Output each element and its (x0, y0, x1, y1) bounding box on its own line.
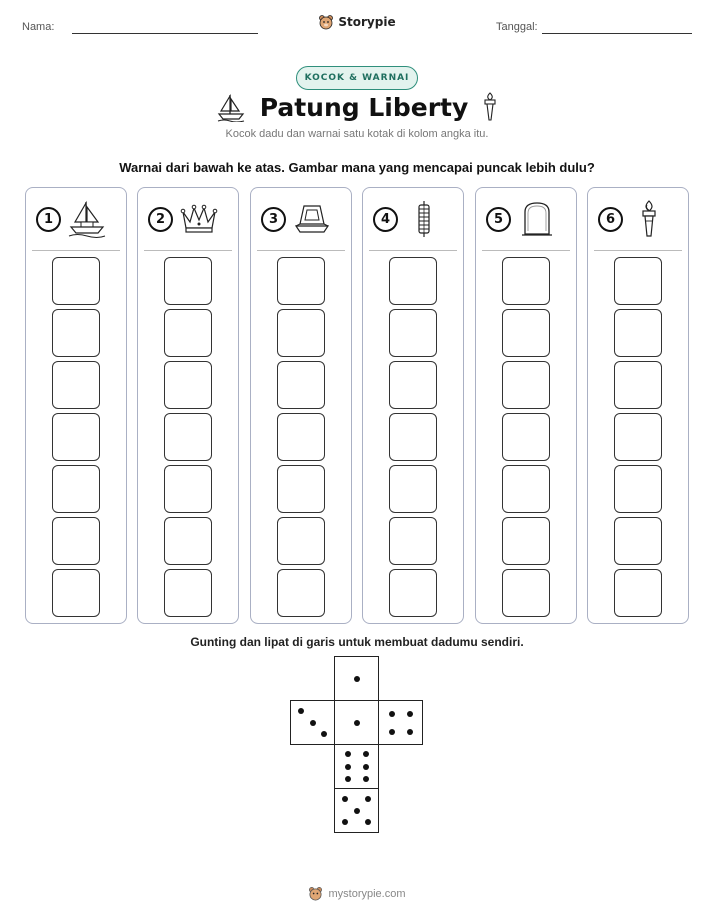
color-box[interactable] (502, 257, 550, 305)
tablet-icon (292, 200, 332, 238)
column-header (148, 200, 219, 238)
column-4 (362, 187, 464, 624)
column-divider (32, 250, 120, 251)
column-3 (250, 187, 352, 624)
dice-pip (298, 708, 304, 714)
color-box[interactable] (164, 465, 212, 513)
column-header (36, 200, 107, 238)
color-box[interactable] (614, 413, 662, 461)
column-divider (482, 250, 570, 251)
color-box[interactable] (389, 517, 437, 565)
color-box[interactable] (52, 257, 100, 305)
pillar-icon (404, 200, 444, 238)
sailboat-icon (67, 200, 107, 238)
color-box[interactable] (52, 361, 100, 409)
color-box[interactable] (502, 465, 550, 513)
dice-face (334, 744, 379, 789)
column-header (598, 200, 669, 238)
color-box[interactable] (277, 413, 325, 461)
color-box[interactable] (614, 465, 662, 513)
page-title: Patung Liberty (259, 92, 469, 122)
column-divider (594, 250, 682, 251)
color-box[interactable] (52, 309, 100, 357)
column-number: 6 (598, 207, 623, 232)
column-divider (257, 250, 345, 251)
date-label: Tanggal: (496, 21, 538, 33)
color-box[interactable] (389, 413, 437, 461)
name-label: Nama: (22, 21, 55, 33)
dice-pip (407, 729, 413, 735)
column-1 (25, 187, 127, 624)
color-box[interactable] (389, 309, 437, 357)
brand-name: Storypie (338, 15, 396, 29)
subtitle: Kocok dadu dan warnai satu kotak di kolom angka itu. (225, 128, 489, 140)
color-box[interactable] (277, 309, 325, 357)
column-2 (137, 187, 239, 624)
color-box[interactable] (52, 465, 100, 513)
bear-icon (318, 14, 334, 30)
color-box[interactable] (614, 361, 662, 409)
dice-pip (345, 764, 351, 770)
color-box[interactable] (164, 361, 212, 409)
dice-pip (354, 808, 360, 814)
color-box[interactable] (614, 569, 662, 617)
column-number: 4 (373, 207, 398, 232)
footer (0, 886, 714, 901)
sailboat-icon (216, 92, 246, 122)
color-box[interactable] (502, 517, 550, 565)
stone-icon (517, 200, 557, 238)
dice-pip (407, 711, 413, 717)
color-box[interactable] (164, 517, 212, 565)
color-box[interactable] (502, 413, 550, 461)
color-box[interactable] (277, 465, 325, 513)
color-box[interactable] (614, 517, 662, 565)
column-5 (475, 187, 577, 624)
dice-pip (342, 819, 348, 825)
dice-pip (365, 819, 371, 825)
color-box[interactable] (389, 257, 437, 305)
column-number: 3 (261, 207, 286, 232)
activity-badge: KOCOK & WARNAI (296, 66, 418, 90)
dice-face (334, 656, 379, 701)
color-box[interactable] (277, 257, 325, 305)
dice-face (334, 700, 379, 745)
torch-icon (629, 200, 669, 238)
dice-pip (363, 776, 369, 782)
color-box[interactable] (614, 309, 662, 357)
brand-logo (0, 14, 714, 30)
column-divider (369, 250, 457, 251)
color-box[interactable] (277, 517, 325, 565)
color-box[interactable] (389, 361, 437, 409)
column-divider (144, 250, 232, 251)
column-number: 5 (486, 207, 511, 232)
column-header (261, 200, 332, 238)
color-box[interactable] (502, 569, 550, 617)
dice-face (290, 700, 335, 745)
color-box[interactable] (277, 361, 325, 409)
dice-pip (363, 751, 369, 757)
dice-pip (345, 776, 351, 782)
dice-pip (389, 729, 395, 735)
color-box[interactable] (52, 517, 100, 565)
color-box[interactable] (164, 569, 212, 617)
dice-pip (389, 711, 395, 717)
column-number: 2 (148, 207, 173, 232)
column-header (373, 200, 444, 238)
footer-url: mystorypie.com (328, 887, 406, 900)
color-box[interactable] (502, 309, 550, 357)
dice-pip (354, 676, 360, 682)
color-box[interactable] (389, 569, 437, 617)
color-box[interactable] (164, 309, 212, 357)
torch-icon (482, 92, 498, 122)
dice-pip (321, 731, 327, 737)
color-box[interactable] (502, 361, 550, 409)
dice-face (334, 788, 379, 833)
dice-pip (365, 796, 371, 802)
column-header (486, 200, 557, 238)
color-box[interactable] (164, 413, 212, 461)
dice-face (378, 700, 423, 745)
title-row (0, 92, 714, 122)
name-line[interactable] (72, 33, 258, 34)
color-box[interactable] (164, 257, 212, 305)
dice-pip (345, 751, 351, 757)
dice-pip (354, 720, 360, 726)
instruction: Warnai dari bawah ke atas. Gambar mana yang mencapai puncak lebih dulu? (119, 160, 595, 175)
color-box[interactable] (389, 465, 437, 513)
color-box[interactable] (52, 569, 100, 617)
date-line[interactable] (542, 33, 692, 34)
color-box[interactable] (277, 569, 325, 617)
color-box[interactable] (614, 257, 662, 305)
bear-icon (308, 886, 323, 901)
dice-pip (363, 764, 369, 770)
crown-icon (179, 200, 219, 238)
dice-pip (310, 720, 316, 726)
column-number: 1 (36, 207, 61, 232)
column-6 (587, 187, 689, 624)
dice-instruction: Gunting dan lipat di garis untuk membuat dadumu sendiri. (190, 635, 524, 649)
dice-pip (342, 796, 348, 802)
color-box[interactable] (52, 413, 100, 461)
